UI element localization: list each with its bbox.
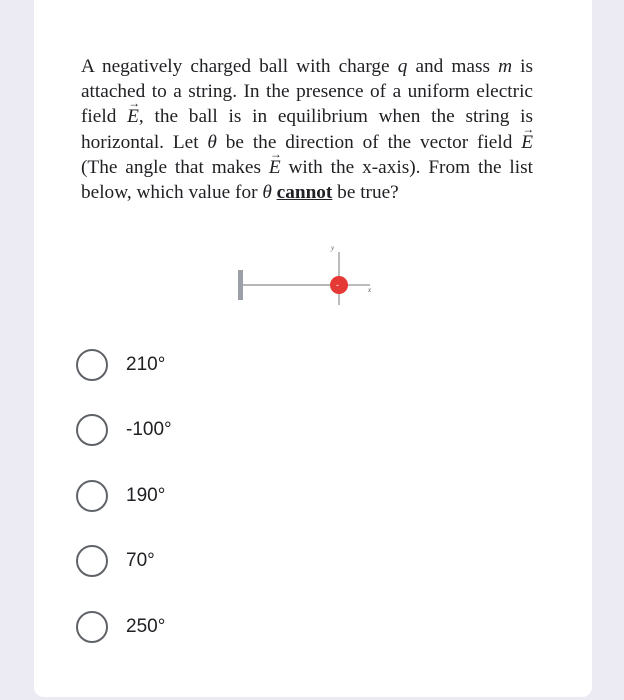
ball-string-diagram bbox=[230, 240, 380, 310]
question-fragment: and mass bbox=[407, 56, 499, 77]
vector-e: → E bbox=[127, 104, 139, 129]
option-190[interactable] bbox=[76, 476, 376, 516]
symbol-theta: θ bbox=[207, 131, 217, 153]
radio-circle[interactable] bbox=[76, 480, 108, 512]
option-label: -100° bbox=[126, 419, 172, 440]
charged-ball bbox=[330, 276, 348, 294]
question-fragment: be the direction of the vector field bbox=[216, 131, 522, 153]
vector-e: → E bbox=[521, 130, 533, 155]
radio-circle[interactable] bbox=[76, 611, 108, 643]
y-axis-label: y bbox=[331, 244, 335, 252]
option-label: 250° bbox=[126, 616, 166, 637]
question-fragment: A negatively charged ball with charge bbox=[81, 56, 398, 77]
radio-circle[interactable] bbox=[76, 414, 108, 446]
option-250[interactable] bbox=[76, 607, 376, 647]
radio-circle[interactable] bbox=[76, 545, 108, 577]
question-fragment: (The angle that makes bbox=[81, 156, 269, 178]
option-70[interactable] bbox=[76, 541, 376, 581]
x-axis-label: x bbox=[368, 286, 372, 294]
charge-sign: - bbox=[336, 280, 339, 290]
radio-circle[interactable] bbox=[76, 349, 108, 381]
option-210[interactable] bbox=[76, 345, 376, 385]
option-neg100[interactable] bbox=[76, 410, 376, 450]
wall-mount bbox=[238, 270, 243, 300]
question-fragment: , the ball is in equilibrium when the string is horizontal. Let bbox=[81, 106, 533, 153]
question-fragment: with the x-axis). From the list below, which value for bbox=[81, 156, 534, 204]
question-text bbox=[81, 54, 533, 205]
symbol-q: q bbox=[397, 56, 408, 77]
emphasis-cannot: cannot bbox=[276, 182, 333, 204]
question-fragment: is attached to a string. In the presence of a uniform electric field bbox=[81, 56, 533, 128]
question-card bbox=[34, 0, 592, 697]
option-label: 190° bbox=[126, 485, 166, 506]
symbol-m: m bbox=[498, 56, 513, 77]
question-fragment: be true? bbox=[332, 182, 399, 204]
option-label: 210° bbox=[126, 354, 166, 375]
vector-e: → E bbox=[269, 155, 281, 180]
option-label: 70° bbox=[126, 550, 155, 571]
symbol-theta: θ bbox=[262, 182, 272, 204]
